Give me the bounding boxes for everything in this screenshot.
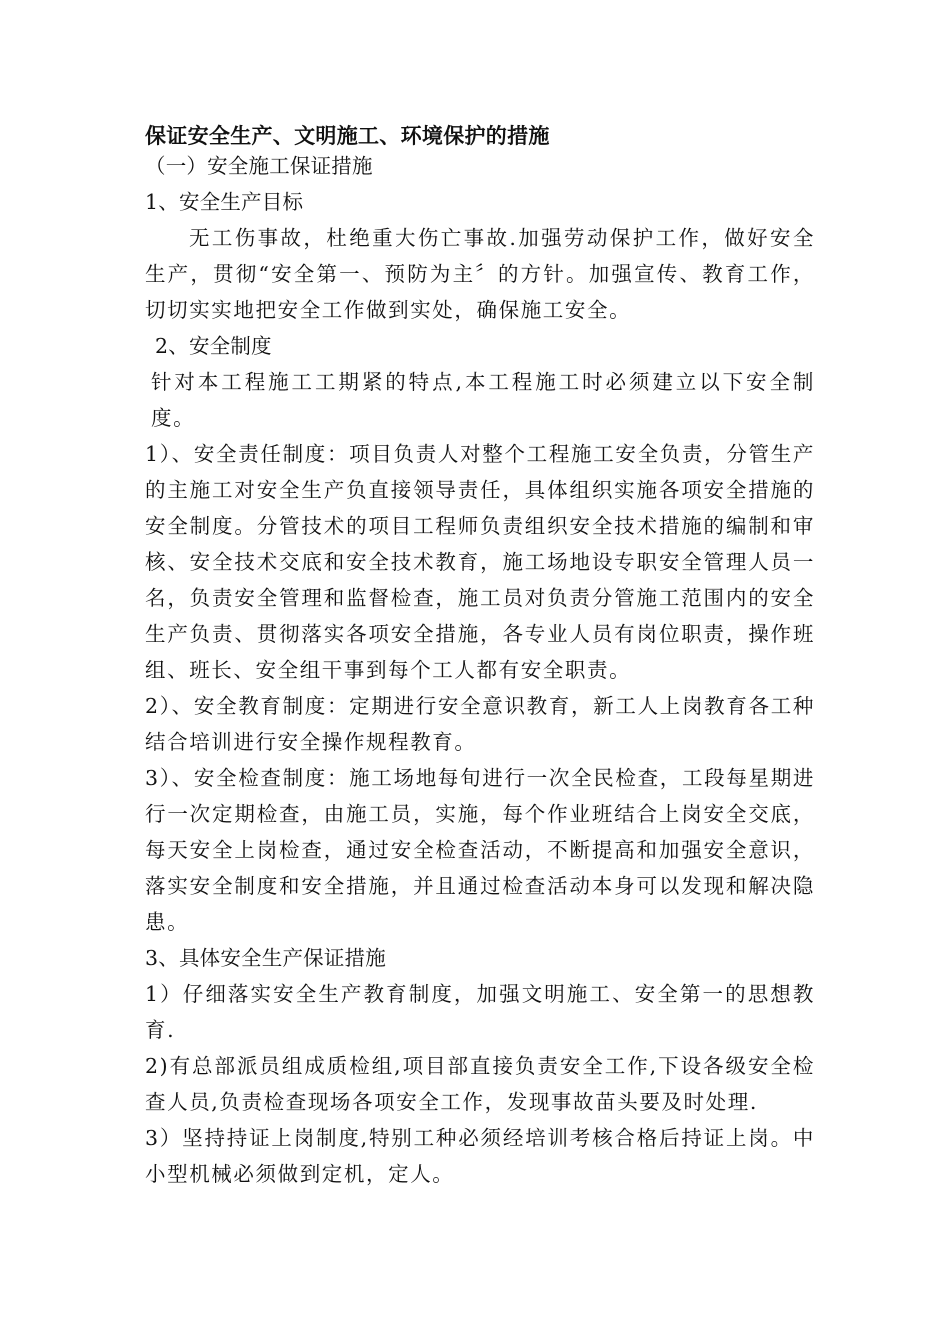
paragraph: 2)有总部派员组成质检组,项目部直接负责安全工作,下设各级安全检查人员,负责检查现场各项安全工作，发现事故苗头要及时处理. [145,1054,815,1114]
item-heading: 1、安全生产目标 [145,190,304,214]
paragraph: 针对本工程施工工期紧的特点,本工程施工时必须建立以下安全制度。 [151,370,815,430]
paragraph: 1）、安全责任制度：项目负责人对整个工程施工安全负责，分管生产的主施工对安全生产负直接领导责任，具体组织实施各项安全措施的安全制度。分管技术的项目工程师负责组织安全技术措施的编制和审核、安全技术交底和安全技术教育，施工场地设专职安全管理人员一名，负责安全管理和监督检查，施工员对负责分管施工范围内的安全生产负责、贯彻落实各项安全措施，各专业人员有岗位职责，操作班组、班长、安全组干事到每个工人都有安全职责。 [145,442,815,682]
paragraph: 1）仔细落实安全生产教育制度，加强文明施工、安全第一的思想教育. [145,982,815,1042]
paragraph: 2）、安全教育制度：定期进行安全意识教育，新工人上岗教育各工种结合培训进行安全操作规程教育。 [145,694,815,754]
section-heading: （一）安全施工保证措施 [145,154,373,178]
paragraph: 3）、安全检查制度：施工场地每旬进行一次全民检查，工段每星期进行一次定期检查，由施工员，实施，每个作业班结合上岗安全交底，每天安全上岗检查，通过安全检查活动，不断提高和加强安全意识，落实安全制度和安全措施，并且通过检查活动本身可以发现和解决隐患。 [145,766,815,934]
document-body [145,118,815,1192]
paragraph: 3）坚持持证上岗制度,特别工种必须经培训考核合格后持证上岗。中小型机械必须做到定机，定人。 [145,1126,815,1186]
paragraph: 无工伤事故，杜绝重大伤亡事故.加强劳动保护工作，做好安全生产，贯彻“安全第一、预防为主〞的方针。加强宣传、教育工作，切切实实地把安全工作做到实处，确保施工安全。 [145,226,815,322]
item-heading: 3、具体安全生产保证措施 [145,946,386,970]
document-title: 保证安全生产、文明施工、环境保护的措施 [145,124,550,148]
item-heading: 2、安全制度 [155,334,272,358]
